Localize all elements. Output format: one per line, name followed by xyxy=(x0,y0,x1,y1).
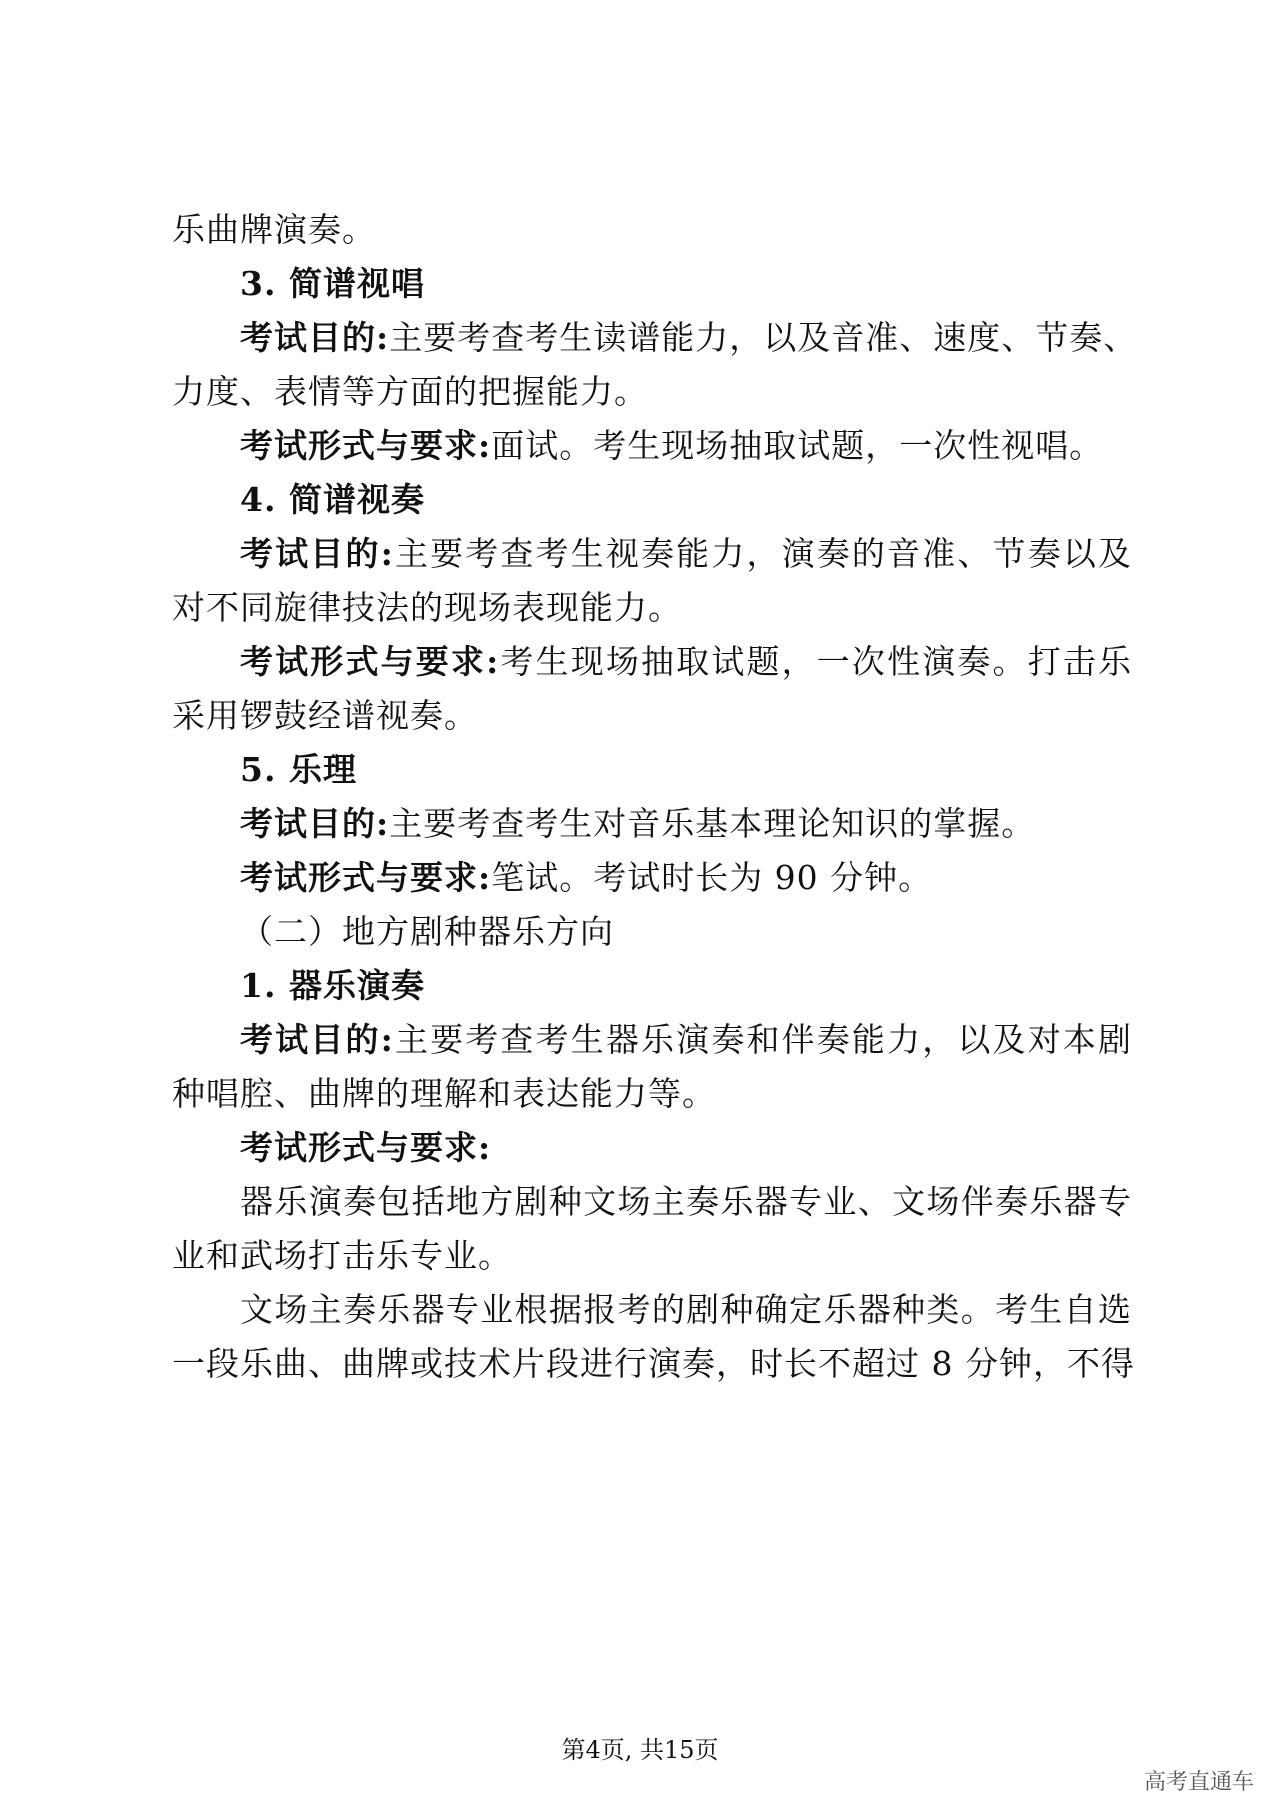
paragraph-text: 采用锣鼓经谱视奏。 xyxy=(172,696,478,735)
label-exam-purpose: 考试目的: xyxy=(240,318,390,357)
paragraph-instrumental-body2-2 xyxy=(172,1336,1135,1392)
paragraph-instrumental-body2-1 xyxy=(240,1282,1132,1338)
paragraph-continuation xyxy=(172,202,1132,258)
paragraph-text: 主要考查考生视奏能力，演奏的音准、节奏以及 xyxy=(393,534,1132,573)
label-exam-purpose: 考试目的: xyxy=(240,1020,394,1059)
section-heading-text: （二）地方剧种器乐方向 xyxy=(240,912,614,951)
paragraph-sight-playing-form-1 xyxy=(240,634,1132,690)
label-exam-form: 考试形式与要求: xyxy=(240,858,492,897)
paragraph-sight-playing-purpose-1 xyxy=(240,526,1132,582)
heading-text: 1. 器乐演奏 xyxy=(240,966,425,1005)
paragraph-text: 面试。考生现场抽取试题，一次性视唱。 xyxy=(491,426,1104,465)
paragraph-text: 笔试。考试时长为 90 分钟。 xyxy=(491,858,933,897)
watermark-text: 高考直通车 xyxy=(1143,1770,1254,1795)
paragraph-instrumental-form-label xyxy=(240,1120,1132,1176)
paragraph-text: 对不同旋律技法的现场表现能力。 xyxy=(172,588,682,627)
label-exam-purpose: 考试目的: xyxy=(240,534,394,573)
paragraph-sight-singing-purpose-2 xyxy=(172,364,1132,420)
heading-text: 4. 简谱视奏 xyxy=(240,480,425,519)
paragraph-instrumental-body1-1 xyxy=(240,1174,1132,1230)
paragraph-text: 种唱腔、曲牌的理解和表达能力等。 xyxy=(172,1074,716,1113)
paragraph-instrumental-purpose-1 xyxy=(240,1012,1132,1068)
heading-instrumental-performance xyxy=(240,958,1132,1014)
paragraph-text: 器乐演奏包括地方剧种文场主奏乐器专业、文场伴奏乐器专 xyxy=(240,1182,1132,1221)
watermark xyxy=(1144,1766,1254,1800)
paragraph-sight-singing-purpose-1 xyxy=(240,310,1138,366)
paragraph-text: 业和武场打击乐专业。 xyxy=(172,1236,512,1275)
paragraph-sight-singing-form xyxy=(240,418,1132,474)
label-exam-form: 考试形式与要求: xyxy=(240,642,500,681)
label-exam-form: 考试形式与要求: xyxy=(240,426,492,465)
paragraph-text: 主要考查考生读谱能力，以及音准、速度、节奏、 xyxy=(389,318,1138,357)
paragraph-sight-playing-purpose-2 xyxy=(172,580,1132,636)
heading-text: 5. 乐理 xyxy=(240,750,357,789)
paragraph-text: 主要考查考生对音乐基本理论知识的掌握。 xyxy=(389,804,1036,843)
paragraph-music-theory-form xyxy=(240,850,1132,906)
paragraph-text: 乐曲牌演奏。 xyxy=(172,210,376,249)
page-number-text: 第4页, 共15页 xyxy=(561,1736,719,1764)
paragraph-text: 力度、表情等方面的把握能力。 xyxy=(172,372,648,411)
heading-sight-singing xyxy=(240,256,1132,312)
paragraph-music-theory-purpose xyxy=(240,796,1132,852)
heading-music-theory xyxy=(240,742,1132,798)
paragraph-instrumental-body1-2 xyxy=(172,1228,1132,1284)
heading-sight-playing xyxy=(240,472,1132,528)
paragraph-instrumental-purpose-2 xyxy=(172,1066,1132,1122)
paragraph-text: 文场主奏乐器专业根据报考的剧种确定乐器种类。考生自选 xyxy=(240,1290,1132,1329)
label-exam-purpose: 考试目的: xyxy=(240,804,390,843)
page-number xyxy=(0,1732,1280,1768)
paragraph-text: 主要考查考生器乐演奏和伴奏能力，以及对本剧 xyxy=(393,1020,1132,1059)
section-heading-local-opera-instrumental xyxy=(240,904,1132,960)
paragraph-sight-playing-form-2 xyxy=(172,688,1132,744)
heading-text: 3. 简谱视唱 xyxy=(240,264,425,303)
paragraph-text: 考生现场抽取试题，一次性演奏。打击乐 xyxy=(499,642,1132,681)
paragraph-text: 一段乐曲、曲牌或技术片段进行演奏，时长不超过 8 分钟，不得 xyxy=(172,1344,1135,1383)
label-exam-form: 考试形式与要求: xyxy=(240,1128,492,1167)
